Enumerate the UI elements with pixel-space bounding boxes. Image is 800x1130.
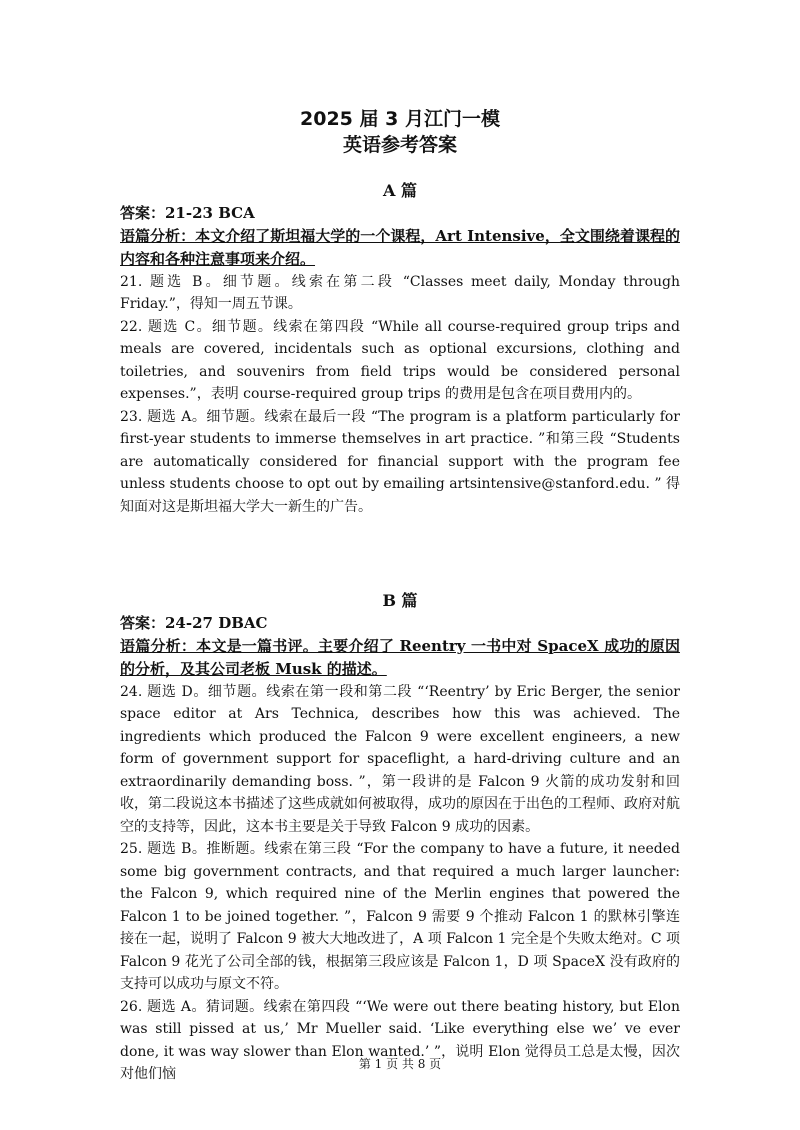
- question-21-explanation: 21. 题选 B。细节题。线索在第二段 “Classes meet daily, Monday through Friday.”，得知一周五节课。: [120, 273, 680, 312]
- section-a-heading: A 篇: [383, 181, 417, 200]
- section-b-analysis: 语篇分析：本文是一篇书评。主要介绍了 Reentry 一书中对 SpaceX 成功的原因的分析，及其公司老板 Musk 的描述。: [120, 636, 680, 678]
- section-a-answer: 答案：21-23 BCA: [120, 204, 255, 222]
- section-a-body: [120, 202, 680, 518]
- question-22-explanation: 22. 题选 C。细节题。线索在第四段 “While all course-required group trips and meals are covered, incidentals such as optional excursions, clothing and toiletries, and souvenirs from field trips would be considered personal expenses.”，表明 course-required group trips 的费用是包含在项目费用内的。: [120, 318, 680, 402]
- section-a-analysis: 语篇分析：本文介绍了斯坦福大学的一个课程，Art Intensive，全文围绕着课程的内容和各种注意事项来介绍。: [120, 226, 680, 268]
- section-b-body: [120, 612, 680, 1086]
- question-26-explanation: 26. 题选 A。猜词题。线索在第四段 “‘We were out there beating history, but Elon was still pissed at us,’ Mr Mueller said. ‘Like everything else we’ ve ever done, it was way slower than Elon wanted.’ ”，说明 Elon 觉得员工总是太慢，因次对他们恼: [120, 998, 680, 1082]
- section-b-answer: 答案：24-27 DBAC: [120, 614, 268, 632]
- document-title: 2025 届 3 月江门一模: [300, 108, 500, 130]
- document-subtitle: 英语参考答案: [342, 134, 457, 156]
- question-24-explanation: 24. 题选 D。细节题。线索在第一段和第二段 “‘Reentry’ by Eric Berger, the senior space editor at Ars Technica, describes how this was achieved. The ingredients which produced the Falcon 9 were excellent engineers, a new form of government support for spaceflight, a hard-driving culture and an extraordinarily demanding boss. ”，第一段讲的是 Falcon 9 火箭的成功发射和回收，第二段说这本书描述了这些成就如何被取得，成功的原因在于出色的工程师、政府对航空的支持等，因此，这本书主要是关于导致 Falcon 9 成功的因素。: [120, 683, 680, 835]
- question-23-explanation: 23. 题选 A。细节题。线索在最后一段 “The program is a platform particularly for first-year students to immerse themselves in art practice. ”和第三段 “Students are automatically considered for financial support with the program fee unless students choose to opt out by emailing artsintensive@stanford.edu. ” 得知面对这是斯坦福大学大一新生的广告。: [120, 408, 680, 515]
- section-b-heading: B 篇: [382, 591, 418, 610]
- question-25-explanation: 25. 题选 B。推断题。线索在第三段 “For the company to have a future, it needed some big government contracts, and that required a much larger launcher: the Falcon 9, which required nine of the Merlin engines that powered the Falcon 1 to be joined together. ”，Falcon 9 需要 9 个推动 Falcon 1 的默林引擎连接在一起，说明了 Falcon 9 被大大地改进了，A 项 Falcon 1 完全是个失败太绝对。C 项 Falcon 9 花光了公司全部的钱，根据第三段应该是 Falcon 1，D 项 SpaceX 没有政府的支持可以成功与原文不符。: [120, 841, 680, 992]
- page-number-footer: 第 1 页 共 8 页: [358, 1057, 442, 1071]
